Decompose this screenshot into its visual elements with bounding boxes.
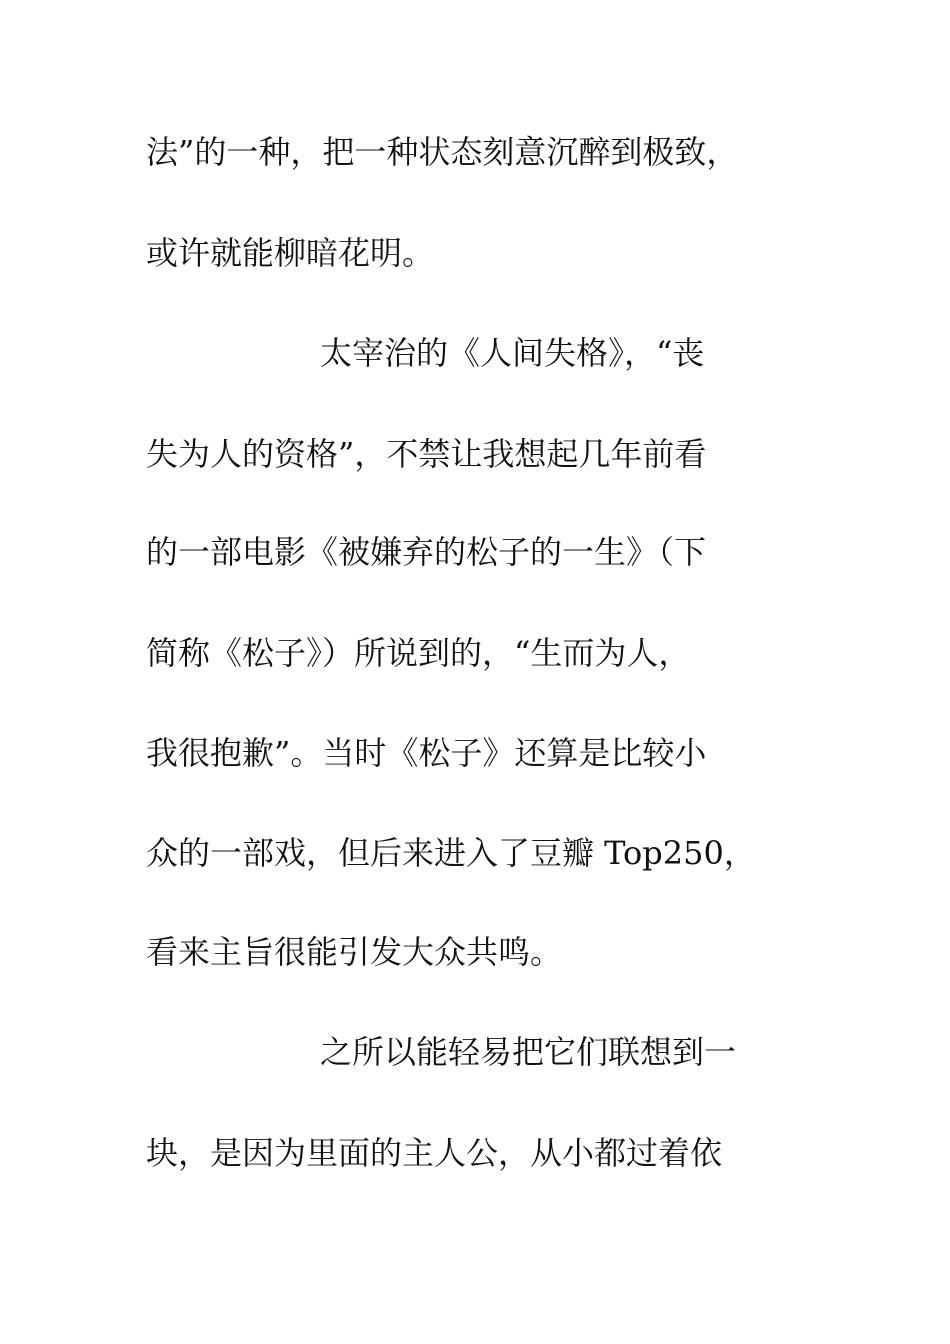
text-line-10-paragraph-start: 之所以能轻易把它们联想到一: [320, 1033, 737, 1071]
text-line-6: 简称《松子》）所说到的，“生而为人，: [146, 634, 691, 672]
text-line-11: 块，是因为里面的主人公，从小都过着依: [146, 1134, 723, 1172]
text-line-8: 众的一部戏，但后来进入了豆瓣 Top250，: [146, 834, 756, 872]
text-line-7: 我很抱歉”。当时《松子》还算是比较小: [146, 734, 707, 772]
text-line-4: 失为人的资格”，不禁让我想起几年前看: [146, 435, 707, 473]
text-line-2: 或许就能柳暗花明。: [146, 234, 435, 272]
text-line-1: 法”的一种，把一种状态刻意沉醉到极致，: [146, 133, 739, 171]
text-line-9: 看来主旨很能引发大众共鸣。: [146, 933, 563, 971]
text-line-5: 的一部电影《被嫌弃的松子的一生》（下: [146, 533, 707, 571]
text-line-3-paragraph-start: 太宰治的《人间失格》，“丧: [320, 334, 705, 372]
